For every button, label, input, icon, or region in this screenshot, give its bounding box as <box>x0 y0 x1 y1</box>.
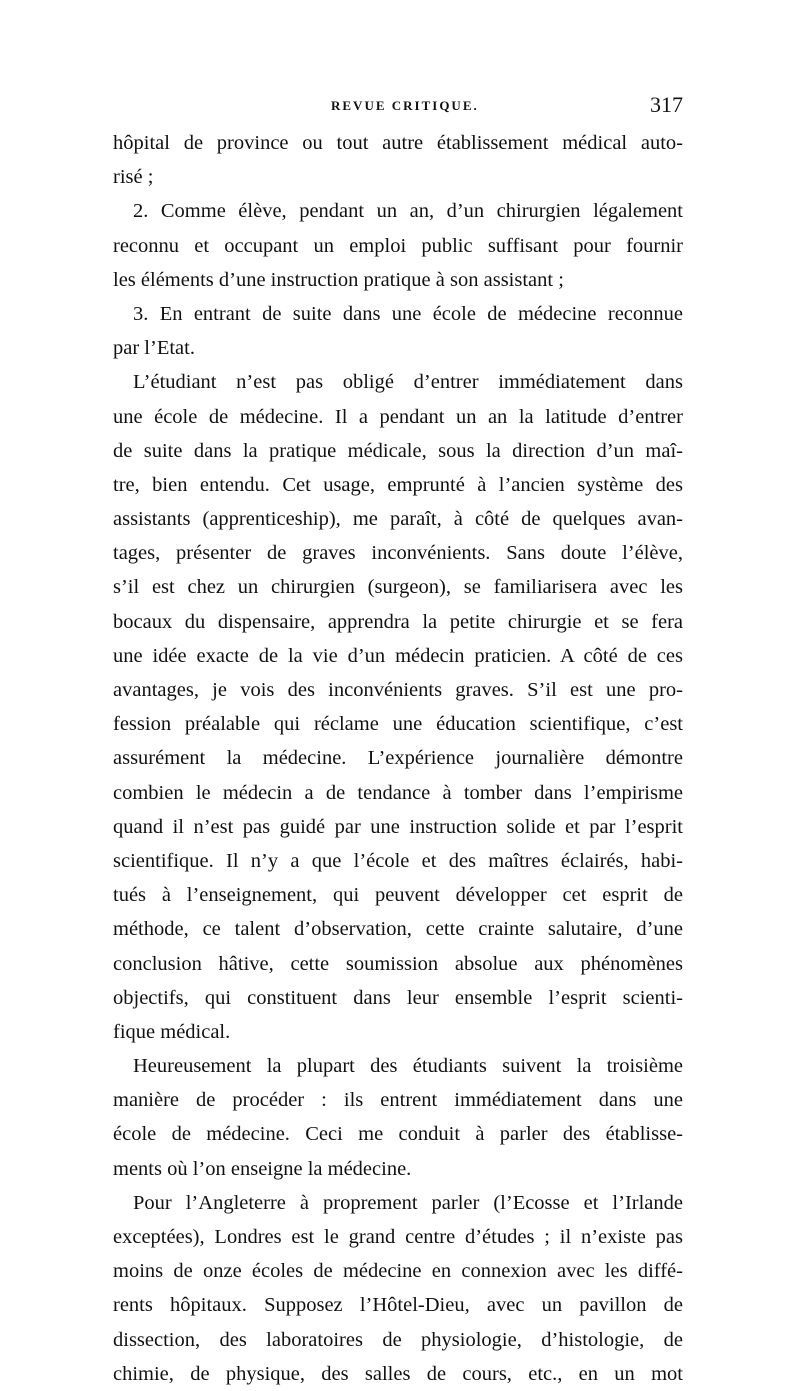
text-line: fession préalable qui réclame une éducation scientifique, c’est <box>113 713 683 736</box>
text-line: Heureusement la plupart des étudiants suivent la troisième <box>133 1055 683 1078</box>
text-line: combien le médecin a de tendance à tomber dans l’empirisme <box>113 781 683 804</box>
text-line: risé ; <box>113 166 154 189</box>
text-line: par l’Etat. <box>113 337 195 360</box>
text-line: conclusion hâtive, cette soumission absolue aux phénomènes <box>113 952 683 975</box>
text-line: exceptées), Londres est le grand centre d’études ; il n’existe pas <box>113 1226 683 1248</box>
text-line: moins de onze écoles de médecine en connexion avec les diffé- <box>113 1260 683 1283</box>
text-line: hôpital de province ou tout autre établissement médical auto- <box>113 132 683 154</box>
text-line: une idée exacte de la vie d’un médecin praticien. A côté de ces <box>113 644 683 667</box>
text-line: 3. En entrant de suite dans une école de médecine reconnue <box>133 302 683 325</box>
text-line: avantages, je vois des inconvénients graves. S’il est une pro- <box>113 679 683 701</box>
text-line: assistants (apprenticeship), me paraît, à côté de quelques avan- <box>113 508 683 531</box>
text-line: tre, bien entendu. Cet usage, emprunté à l’ancien système des <box>113 473 683 496</box>
text-line: objectifs, qui constituent dans leur ensemble l’esprit scienti- <box>113 986 683 1009</box>
text-line: une école de médecine. Il a pendant un an la latitude d’entrer <box>113 405 683 428</box>
text-line: s’il est chez un chirurgien (surgeon), se familiarisera avec les <box>113 576 683 599</box>
text-line: école de médecine. Ceci me conduit à parler des établisse- <box>113 1123 683 1146</box>
text-line: L’étudiant n’est pas obligé d’entrer immédiatement dans <box>133 371 683 394</box>
text-line: rents hôpitaux. Supposez l’Hôtel-Dieu, avec un pavillon de <box>113 1294 683 1317</box>
text-line: reconnu et occupant un emploi public suffisant pour fournir <box>113 234 683 257</box>
text-line: méthode, ce talent d’observation, cette crainte salutaire, d’une <box>113 918 683 941</box>
running-head <box>113 92 683 116</box>
text-line: Pour l’Angleterre à proprement parler (l’Ecosse et l’Irlande <box>133 1191 683 1214</box>
page-number: 317 <box>650 92 683 117</box>
text-line: bocaux du dispensaire, apprendra la petite chirurgie et se fera <box>113 610 683 633</box>
running-title: REVUE CRITIQUE. <box>331 98 479 113</box>
body-text <box>113 126 683 1391</box>
text-line: fique médical. <box>113 1020 231 1043</box>
text-line: 2. Comme élève, pendant un an, d’un chirurgien légalement <box>133 200 683 223</box>
text-line: manière de procéder : ils entrent immédiatement dans une <box>113 1089 683 1112</box>
text-line: quand il n’est pas guidé par une instruction solide et par l’esprit <box>113 815 683 838</box>
text-line: de suite dans la pratique médicale, sous la direction d’un maî- <box>113 439 683 462</box>
text-line: assurément la médecine. L’expérience journalière démontre <box>113 747 683 770</box>
text-line: les éléments d’une instruction pratique à son assistant ; <box>113 268 564 291</box>
text-line: tages, présenter de graves inconvénients. Sans doute l’élève, <box>113 542 683 565</box>
text-line: tués à l’enseignement, qui peuvent développer cet esprit de <box>113 884 683 907</box>
text-line: scientifique. Il n’y a que l’école et des maîtres éclairés, habi- <box>113 849 683 872</box>
text-line: chimie, de physique, des salles de cours, etc., en un mot <box>113 1362 683 1385</box>
text-line: ments où l’on enseigne la médecine. <box>113 1157 412 1180</box>
text-line: dissection, des laboratoires de physiologie, d’histologie, de <box>113 1328 683 1351</box>
